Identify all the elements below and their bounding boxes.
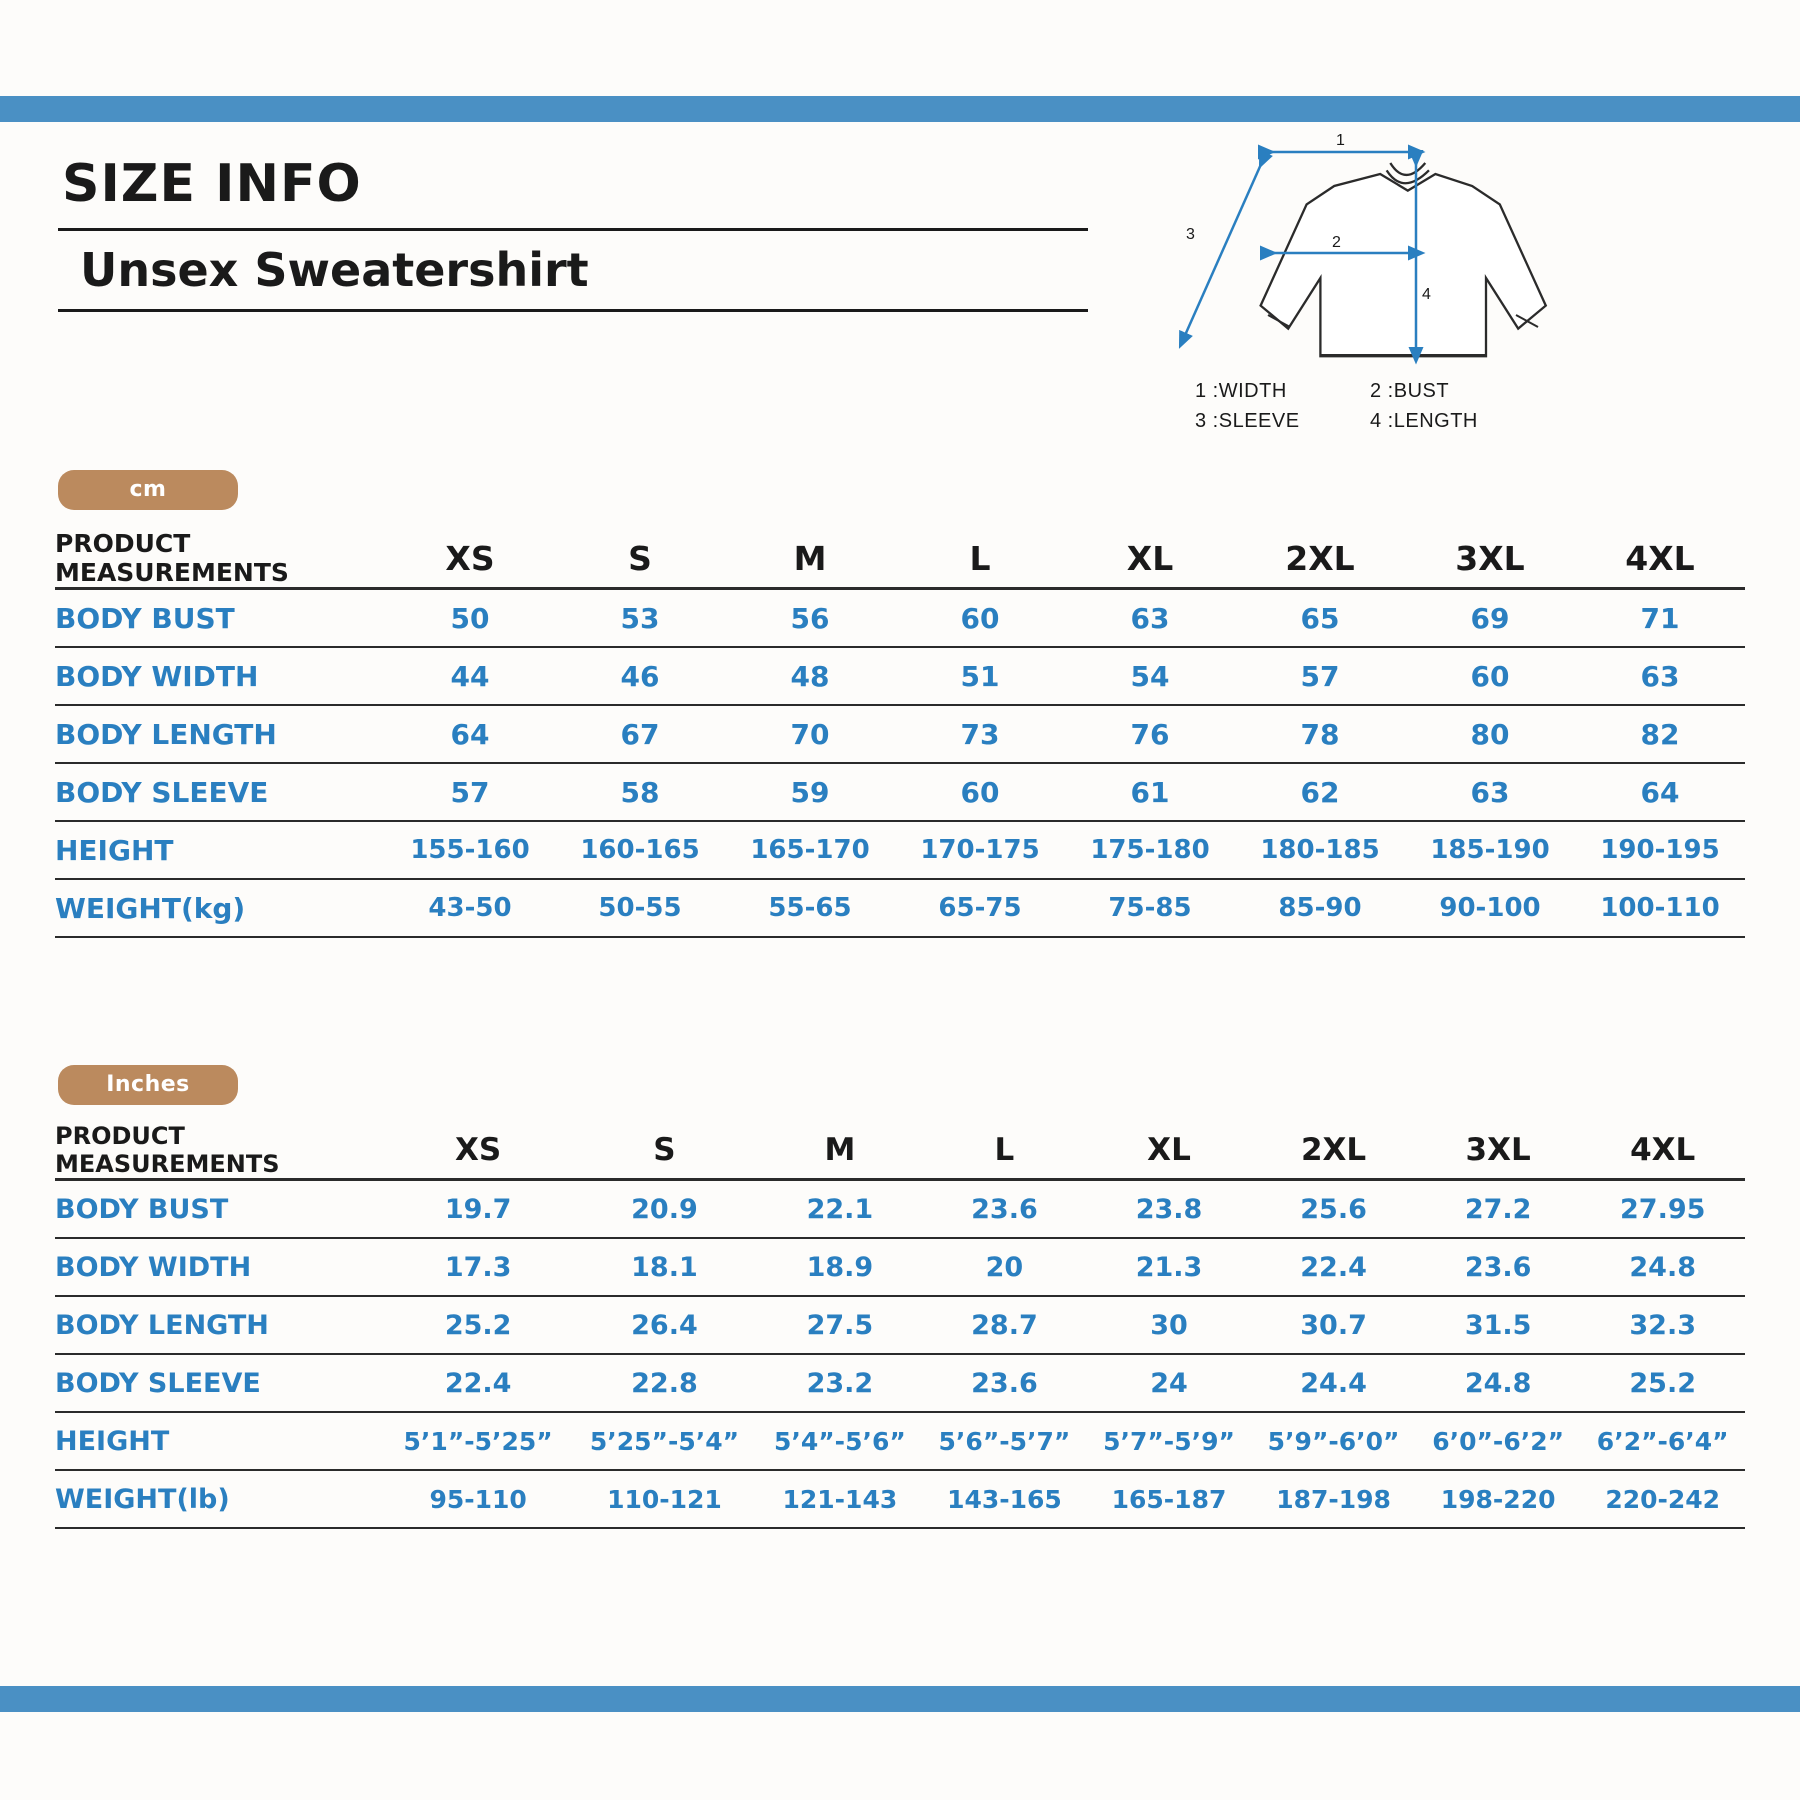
- cell-weight-l: 65-75: [895, 879, 1065, 937]
- cell-bust-m: 22.1: [758, 1180, 923, 1239]
- cell-weight-s: 50-55: [555, 879, 725, 937]
- cell-length-2xl: 30.7: [1251, 1296, 1416, 1354]
- cell-height-3xl: 185-190: [1405, 821, 1575, 879]
- cell-height-s: 5’25”-5’4”: [571, 1412, 757, 1470]
- cell-width-xl: 54: [1065, 647, 1235, 705]
- table-row: [55, 821, 1745, 879]
- cell-length-3xl: 31.5: [1416, 1296, 1581, 1354]
- table-row: [55, 879, 1745, 937]
- cell-weight-m: 55-65: [725, 879, 895, 937]
- cell-sleeve-2xl: 24.4: [1251, 1354, 1416, 1412]
- cell-sleeve-xs: 22.4: [385, 1354, 571, 1412]
- cell-bust-2xl: 25.6: [1251, 1180, 1416, 1239]
- row-label-weight-kg: WEIGHT(kg): [55, 879, 385, 937]
- legend-length: 4 :LENGTH: [1370, 410, 1478, 432]
- cell-height-3xl: 6’0”-6’2”: [1416, 1412, 1581, 1470]
- cell-bust-l: 23.6: [922, 1180, 1087, 1239]
- cell-bust-s: 53: [555, 589, 725, 648]
- cell-weight-4xl: 100-110: [1575, 879, 1745, 937]
- table-row: [55, 1354, 1745, 1412]
- cell-sleeve-m: 59: [725, 763, 895, 821]
- top-accent-band: [0, 96, 1800, 122]
- cell-sleeve-m: 23.2: [758, 1354, 923, 1412]
- cell-bust-3xl: 27.2: [1416, 1180, 1581, 1239]
- cell-height-2xl: 180-185: [1235, 821, 1405, 879]
- cell-width-3xl: 23.6: [1416, 1238, 1581, 1296]
- cell-height-l: 5’6”-5’7”: [922, 1412, 1087, 1470]
- page-title: SIZE INFO: [62, 154, 362, 214]
- cell-weight-xs: 43-50: [385, 879, 555, 937]
- cell-height-xl: 5’7”-5’9”: [1087, 1412, 1252, 1470]
- cell-width-m: 18.9: [758, 1238, 923, 1296]
- cell-weight-s: 110-121: [571, 1470, 757, 1528]
- cell-weight-xs: 95-110: [385, 1470, 571, 1528]
- diagram-legend: [1195, 380, 1615, 440]
- cell-height-xs: 155-160: [385, 821, 555, 879]
- column-header-xs: XS: [385, 529, 555, 589]
- cell-bust-xs: 50: [385, 589, 555, 648]
- cell-height-xl: 175-180: [1065, 821, 1235, 879]
- cell-length-l: 28.7: [922, 1296, 1087, 1354]
- column-header-measurements: PRODUCT MEASUREMENTS: [55, 1122, 385, 1180]
- cell-weight-4xl: 220-242: [1580, 1470, 1745, 1528]
- column-header-s: S: [571, 1122, 757, 1180]
- row-label-height: HEIGHT: [55, 821, 385, 879]
- cell-height-xs: 5’1”-5’25”: [385, 1412, 571, 1470]
- unit-badge-cm: cm: [58, 470, 238, 510]
- cell-length-2xl: 78: [1235, 705, 1405, 763]
- cell-length-l: 73: [895, 705, 1065, 763]
- cell-width-xl: 21.3: [1087, 1238, 1252, 1296]
- cell-sleeve-xs: 57: [385, 763, 555, 821]
- row-label-body-width: BODY WIDTH: [55, 1238, 385, 1296]
- cell-height-m: 5’4”-5’6”: [758, 1412, 923, 1470]
- row-label-body-length: BODY LENGTH: [55, 705, 385, 763]
- column-header-xl: XL: [1065, 529, 1235, 589]
- cell-weight-xl: 165-187: [1087, 1470, 1252, 1528]
- row-label-body-sleeve: BODY SLEEVE: [55, 1354, 385, 1412]
- cell-width-l: 51: [895, 647, 1065, 705]
- row-label-weight-lb: WEIGHT(lb): [55, 1470, 385, 1528]
- cell-sleeve-4xl: 64: [1575, 763, 1745, 821]
- cell-height-s: 160-165: [555, 821, 725, 879]
- table-row: [55, 589, 1745, 648]
- cell-bust-xs: 19.7: [385, 1180, 571, 1239]
- legend-bust: 2 :BUST: [1370, 380, 1450, 402]
- cell-length-xs: 25.2: [385, 1296, 571, 1354]
- cell-weight-m: 121-143: [758, 1470, 923, 1528]
- cell-width-3xl: 60: [1405, 647, 1575, 705]
- cell-sleeve-3xl: 24.8: [1416, 1354, 1581, 1412]
- svg-text:1: 1: [1336, 132, 1345, 149]
- title-divider-bottom: [58, 309, 1088, 312]
- row-label-body-bust: BODY BUST: [55, 1180, 385, 1239]
- cell-bust-2xl: 65: [1235, 589, 1405, 648]
- table-row: [55, 1296, 1745, 1354]
- column-header-2xl: 2XL: [1235, 529, 1405, 589]
- column-header-l: L: [895, 529, 1065, 589]
- cell-length-4xl: 32.3: [1580, 1296, 1745, 1354]
- column-header-m: M: [725, 529, 895, 589]
- title-divider-top: [58, 228, 1088, 231]
- table-header-row: [55, 1122, 1745, 1180]
- bottom-accent-band: [0, 1686, 1800, 1712]
- svg-text:2: 2: [1332, 234, 1341, 251]
- cell-weight-3xl: 90-100: [1405, 879, 1575, 937]
- cell-sleeve-s: 22.8: [571, 1354, 757, 1412]
- cell-width-m: 48: [725, 647, 895, 705]
- cell-bust-3xl: 69: [1405, 589, 1575, 648]
- table-row: [55, 1412, 1745, 1470]
- column-header-l: L: [922, 1122, 1087, 1180]
- cell-height-l: 170-175: [895, 821, 1065, 879]
- cell-length-xl: 76: [1065, 705, 1235, 763]
- cell-height-m: 165-170: [725, 821, 895, 879]
- cell-width-2xl: 22.4: [1251, 1238, 1416, 1296]
- column-header-4xl: 4XL: [1580, 1122, 1745, 1180]
- cell-sleeve-2xl: 62: [1235, 763, 1405, 821]
- column-header-s: S: [555, 529, 725, 589]
- cell-weight-2xl: 85-90: [1235, 879, 1405, 937]
- svg-text:3: 3: [1186, 226, 1195, 243]
- cell-length-3xl: 80: [1405, 705, 1575, 763]
- cell-length-m: 70: [725, 705, 895, 763]
- cell-sleeve-l: 60: [895, 763, 1065, 821]
- cell-width-2xl: 57: [1235, 647, 1405, 705]
- legend-sleeve: 3 :SLEEVE: [1195, 410, 1300, 432]
- inch-measurements-table: [55, 1122, 1745, 1529]
- cell-bust-s: 20.9: [571, 1180, 757, 1239]
- cell-sleeve-l: 23.6: [922, 1354, 1087, 1412]
- cell-width-xs: 44: [385, 647, 555, 705]
- svg-text:4: 4: [1422, 286, 1431, 303]
- cell-sleeve-xl: 24: [1087, 1354, 1252, 1412]
- cell-weight-2xl: 187-198: [1251, 1470, 1416, 1528]
- cell-weight-xl: 75-85: [1065, 879, 1235, 937]
- row-label-body-sleeve: BODY SLEEVE: [55, 763, 385, 821]
- cell-length-4xl: 82: [1575, 705, 1745, 763]
- cell-width-xs: 17.3: [385, 1238, 571, 1296]
- cell-sleeve-xl: 61: [1065, 763, 1235, 821]
- column-header-2xl: 2XL: [1251, 1122, 1416, 1180]
- product-name: Unsex Sweatershirt: [80, 243, 589, 297]
- cell-bust-l: 60: [895, 589, 1065, 648]
- row-label-height: HEIGHT: [55, 1412, 385, 1470]
- cell-length-xl: 30: [1087, 1296, 1252, 1354]
- cell-height-4xl: 190-195: [1575, 821, 1745, 879]
- cell-width-4xl: 24.8: [1580, 1238, 1745, 1296]
- cell-width-4xl: 63: [1575, 647, 1745, 705]
- legend-width: 1 :WIDTH: [1195, 380, 1287, 402]
- row-label-body-width: BODY WIDTH: [55, 647, 385, 705]
- cm-measurements-table: [55, 529, 1745, 938]
- cell-bust-4xl: 71: [1575, 589, 1745, 648]
- cell-length-s: 26.4: [571, 1296, 757, 1354]
- table-row: [55, 1180, 1745, 1239]
- cell-width-l: 20: [922, 1238, 1087, 1296]
- legend-row: [1195, 380, 1615, 403]
- table-row: [55, 1470, 1745, 1528]
- row-label-body-length: BODY LENGTH: [55, 1296, 385, 1354]
- cell-sleeve-4xl: 25.2: [1580, 1354, 1745, 1412]
- cell-sleeve-3xl: 63: [1405, 763, 1575, 821]
- cell-bust-m: 56: [725, 589, 895, 648]
- cell-bust-4xl: 27.95: [1580, 1180, 1745, 1239]
- unit-badge-inches: Inches: [58, 1065, 238, 1105]
- cell-weight-l: 143-165: [922, 1470, 1087, 1528]
- cell-length-s: 67: [555, 705, 725, 763]
- table-row: [55, 705, 1745, 763]
- legend-row: [1195, 410, 1615, 433]
- cell-width-s: 46: [555, 647, 725, 705]
- column-header-3xl: 3XL: [1405, 529, 1575, 589]
- cell-length-xs: 64: [385, 705, 555, 763]
- column-header-3xl: 3XL: [1416, 1122, 1581, 1180]
- column-header-xs: XS: [385, 1122, 571, 1180]
- cell-length-m: 27.5: [758, 1296, 923, 1354]
- column-header-xl: XL: [1087, 1122, 1252, 1180]
- table-row: [55, 1238, 1745, 1296]
- cell-bust-xl: 23.8: [1087, 1180, 1252, 1239]
- cell-sleeve-s: 58: [555, 763, 725, 821]
- table-header-row: [55, 529, 1745, 589]
- row-label-body-bust: BODY BUST: [55, 589, 385, 648]
- table-row: [55, 647, 1745, 705]
- title-block: [58, 154, 1258, 312]
- column-header-4xl: 4XL: [1575, 529, 1745, 589]
- cell-width-s: 18.1: [571, 1238, 757, 1296]
- cell-bust-xl: 63: [1065, 589, 1235, 648]
- column-header-m: M: [758, 1122, 923, 1180]
- cell-weight-3xl: 198-220: [1416, 1470, 1581, 1528]
- chart-content: [0, 122, 1800, 1686]
- cell-height-4xl: 6’2”-6’4”: [1580, 1412, 1745, 1470]
- table-row: [55, 763, 1745, 821]
- column-header-measurements: PRODUCT MEASUREMENTS: [55, 529, 385, 589]
- cell-height-2xl: 5’9”-6’0”: [1251, 1412, 1416, 1470]
